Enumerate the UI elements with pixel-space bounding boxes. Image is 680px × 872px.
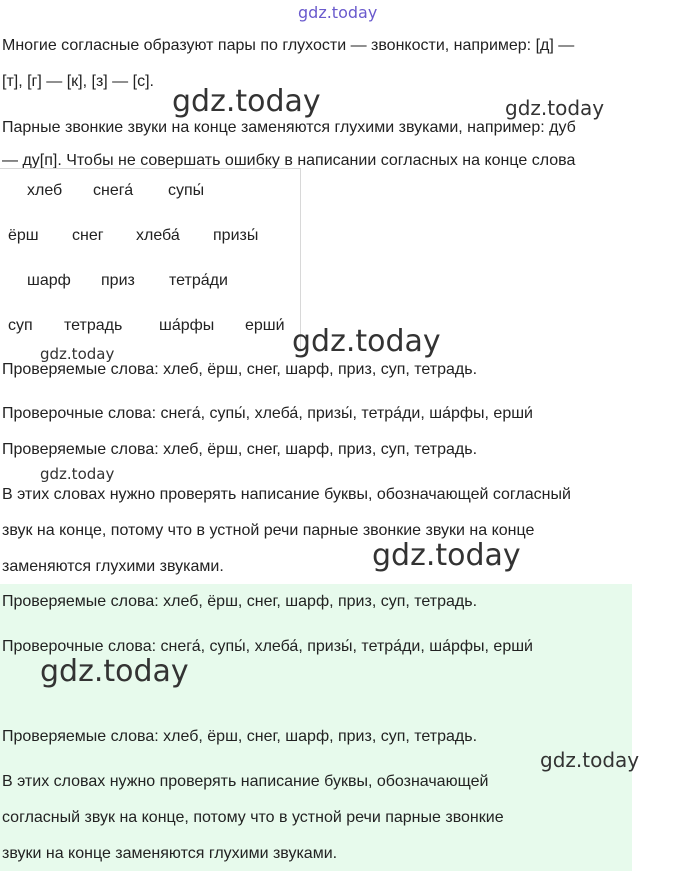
explanation-line-2: согласный звук на конце, потому что в устной речи парные звонкие — [2, 809, 504, 826]
word-cell: супы́ — [168, 182, 205, 199]
watermark: gdz.today — [292, 324, 441, 359]
intro-line-3: Парные звонкие звуки на конце заменяются глухими звуками, например: дуб — [2, 119, 576, 136]
word-cell: хлеб — [27, 182, 63, 199]
watermark: gdz.today — [40, 654, 189, 689]
word-cell: тетрадь — [64, 317, 123, 334]
explanation-line-3: звуки на конце заменяются глухими звуками. — [2, 845, 338, 862]
word-cell: ерши́ — [245, 317, 285, 334]
word-cell: снег — [72, 227, 104, 244]
explanation-line-3: заменяются глухими звуками. — [2, 558, 224, 575]
watermark: gdz.today — [505, 96, 605, 120]
intro-line-2: [т], [г] — [к], [з] — [с]. — [2, 73, 154, 90]
explanation-line-2: звук на конце, потому что в устной речи парные звонкие звуки на конце — [2, 522, 535, 539]
explanation-line-1: В этих словах нужно проверять написание буквы, обозначающей — [2, 773, 489, 790]
word-cell: призы́ — [213, 227, 259, 244]
watermark: gdz.today — [540, 748, 640, 772]
intro-line-4: — ду[п]. Чтобы не совершать ошибку в написании согласных на конце слова — [2, 152, 576, 168]
word-cell: суп — [8, 317, 33, 334]
checking-words: Проверочные слова: снега́, супы́, хлеба́, призы́, тетра́ди, ша́рфы, ерши́ — [2, 638, 533, 655]
word-cell: шарф — [27, 272, 71, 289]
word-cell: приз — [101, 272, 135, 289]
word-cell: снега́ — [93, 182, 134, 199]
checked-words-repeat: Проверяемые слова: хлеб, ёрш, снег, шарф, приз, суп, тетрадь. — [2, 728, 478, 745]
checked-words: Проверяемые слова: хлеб, ёрш, снег, шарф, приз, суп, тетрадь. — [2, 361, 478, 378]
word-cell: тетра́ди — [169, 272, 228, 289]
checking-words: Проверочные слова: снега́, супы́, хлеба́, призы́, тетра́ди, ша́рфы, ерши́ — [2, 405, 533, 422]
watermark: gdz.today — [40, 465, 115, 483]
checked-words: Проверяемые слова: хлеб, ёрш, снег, шарф, приз, суп, тетрадь. — [2, 593, 478, 610]
watermark: gdz.today — [172, 84, 321, 119]
word-cell: хлеба́ — [136, 227, 180, 244]
explanation-line-1: В этих словах нужно проверять написание буквы, обозначающей согласный — [2, 486, 571, 503]
intro-line-1: Многие согласные образуют пары по глухости — звонкости, например: [д] — — [2, 37, 575, 54]
intro-line-4-clipped — [0, 148, 680, 168]
word-cell: ёрш — [8, 227, 39, 244]
checked-words-repeat: Проверяемые слова: хлеб, ёрш, снег, шарф, приз, суп, тетрадь. — [2, 441, 478, 458]
watermark: gdz.today — [40, 345, 115, 363]
word-cell: ша́рфы — [159, 317, 215, 334]
watermark: gdz.today — [372, 538, 521, 573]
watermark-top: gdz.today — [298, 3, 378, 22]
